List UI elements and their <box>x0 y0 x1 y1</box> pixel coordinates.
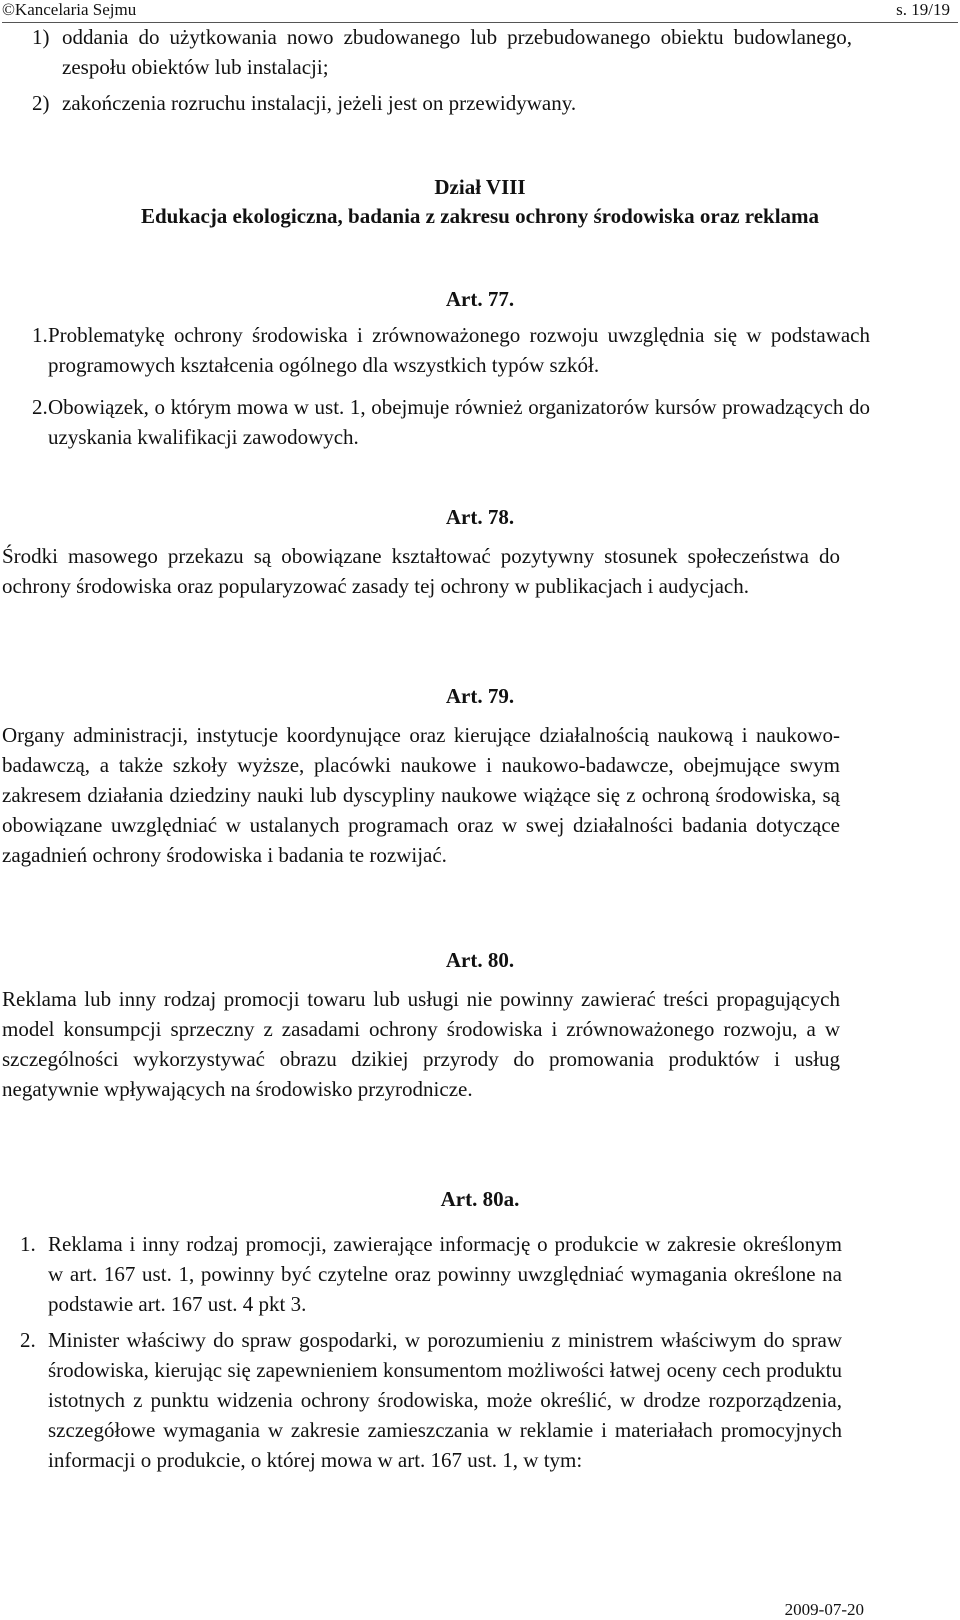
item-text: oddania do użytkowania nowo zbudowanego lub przebudowanego obiektu budowlanego, zespołu obiektów lub instalacji; <box>62 25 852 79</box>
article-title: Art. 80a. <box>440 1187 520 1211</box>
page-number: s. 19/19 <box>896 0 950 19</box>
article-title: Art. 77. <box>445 287 515 311</box>
list-item <box>2 392 870 452</box>
list-item <box>2 88 870 118</box>
article-text: Reklama lub inny rodzaj promocji towaru lub usługi nie powinny zawierać treści propagujących model konsumpcji sprzeczny z zasadami ochrony środowiska i zrównoważonego rozwoju, a w szczególności wykorzystywać obrazu dzikiej przyrody do promowania produktów i usług negatywnie wpływających na środowisko przyrodnicze. <box>2 987 840 1101</box>
item-number: 2. <box>32 395 48 419</box>
list-item <box>2 1325 870 1475</box>
item-number: 2) <box>32 91 50 115</box>
item-text: Minister właściwy do spraw gospodarki, w porozumieniu z ministrem właściwym do spraw środowiska, kierując się zapewnieniem konsumentom możliwości łatwej oceny cech produktu istotnych z punktu widzenia ochrony środowiska, może określić, w drodze rozporządzenia, szczegółowe wymagania w zakresie zamieszczania w reklamie i materiałach promocyjnych informacji o produkcie, o której mowa w art. 167 ust. 1, w tym: <box>48 1328 842 1472</box>
item-number: 1) <box>32 25 50 49</box>
article-title: Art. 80. <box>445 948 515 972</box>
item-text: Reklama i inny rodzaj promocji, zawierające informację o produkcie w zakresie określonym w art. 167 ust. 1, powinny być czytelne oraz powinny uwzględniać wymagania określone na podstawie art. 167 ust. 4 pkt 3. <box>48 1232 842 1316</box>
item-text: Obowiązek, o którym mowa w ust. 1, obejmuje również organizatorów kursów prowadzących do uzyskania kwalifikacji zawodowych. <box>48 395 870 449</box>
article-text: Środki masowego przekazu są obowiązane kształtować pozytywny stosunek społeczeństwa do ochrony środowiska oraz popularyzować zasady tej ochrony w publikacjach i audycjach. <box>2 544 840 598</box>
article-title: Art. 79. <box>445 684 515 708</box>
item-number: 1. <box>32 323 48 347</box>
item-text: zakończenia rozruchu instalacji, jeżeli jest on przewidywany. <box>62 91 577 115</box>
article-text: Organy administracji, instytucje koordynujące oraz kierujące działalnością naukową i naukowo-badawczą, a także szkoły wyższe, placówki naukowe i naukowo-badawcze, obejmujące swym zakresem działania dziedziny nauki lub dyscypliny naukowe wiążące się z ochroną środowiska, są obowiązane uwzględniać w ustalanych programach oraz w swej działalności badania dotyczące zagadnień ochrony środowiska i badania te rozwijać. <box>2 723 840 867</box>
copyright-label: ©Kancelaria Sejmu <box>2 0 137 19</box>
item-text: Problematykę ochrony środowiska i zrównoważonego rozwoju uwzględnia się w podstawach programowych kształcenia ogólnego dla wszystkich typów szkół. <box>48 323 870 377</box>
item-number: 2. <box>20 1328 36 1352</box>
footer-date: 2009-07-20 <box>784 1600 864 1619</box>
list-item <box>2 320 870 380</box>
division-subtitle: Edukacja ekologiczna, badania z zakresu ochrony środowiska oraz reklama <box>140 204 820 228</box>
list-item <box>2 1229 870 1319</box>
article-title: Art. 78. <box>445 505 515 529</box>
page-header <box>2 0 958 23</box>
list-item <box>2 22 870 82</box>
item-number: 1. <box>20 1232 36 1256</box>
division-title: Dział VIII <box>434 175 526 199</box>
